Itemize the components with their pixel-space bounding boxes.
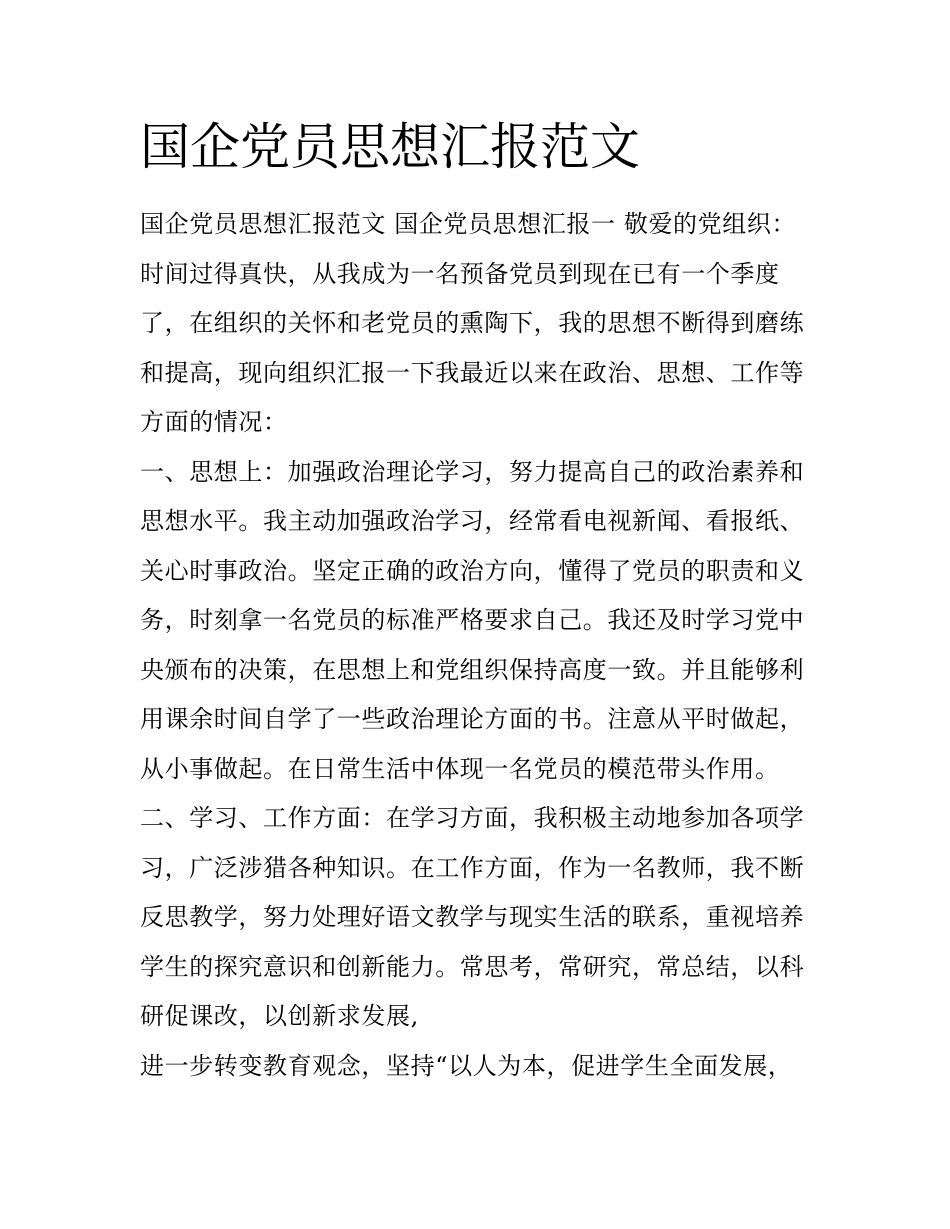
body-line: 从小事做起。在日常生活中体现一名党员的模范带头作用。 [140,754,780,783]
body-line: 方面的情况： [140,408,288,436]
body-line: 研促课改，以创新求发展, [140,1002,419,1030]
body-line: 一、思想上：加强政治理论学习，努力提高自己的政治素养和 [140,457,805,486]
body-line: 用课余时间自学了一些政治理论方面的书。注意从平时做起， [140,705,805,733]
document-body [140,200,820,1091]
body-line: 国企党员思想汇报范文 国企党员思想汇报一 敬爱的党组织： [140,210,797,238]
body-line: 务，时刻拿一名党员的标准严格要求自己。我还及时学习党中 [140,606,805,634]
body-line: 关心时事政治。坚定正确的政治方向，懂得了党员的职责和义 [140,556,805,585]
body-line: 学生的探究意识和创新能力。常思考，常研究，常总结，以科 [140,952,805,981]
body-line: 央颁布的决策，在思想上和党组织保持高度一致。并且能够利 [140,655,805,684]
body-line: 进一步转变教育观念，坚持“以人为本，促进学生全面发展， [140,1051,793,1080]
body-line: 和提高，现向组织汇报一下我最近以来在政治、思想、工作等 [140,358,805,387]
body-line: 时间过得真快，从我成为一名预备党员到现在已有一个季度 [140,259,780,288]
body-line: 习，广泛涉猎各种知识。在工作方面，作为一名教师，我不断 [140,853,805,882]
body-line: 二、学习、工作方面：在学习方面，我积极主动地参加各项学 [140,804,805,832]
document-title: 国企党员思想汇报范文 [140,118,640,176]
body-line: 反思教学，努力处理好语文教学与现实生活的联系，重视培养 [140,903,805,931]
body-line: 了，在组织的关怀和老党员的熏陶下，我的思想不断得到磨练 [140,309,805,337]
body-line: 思想水平。我主动加强政治学习，经常看电视新闻、看报纸、 [140,507,805,535]
